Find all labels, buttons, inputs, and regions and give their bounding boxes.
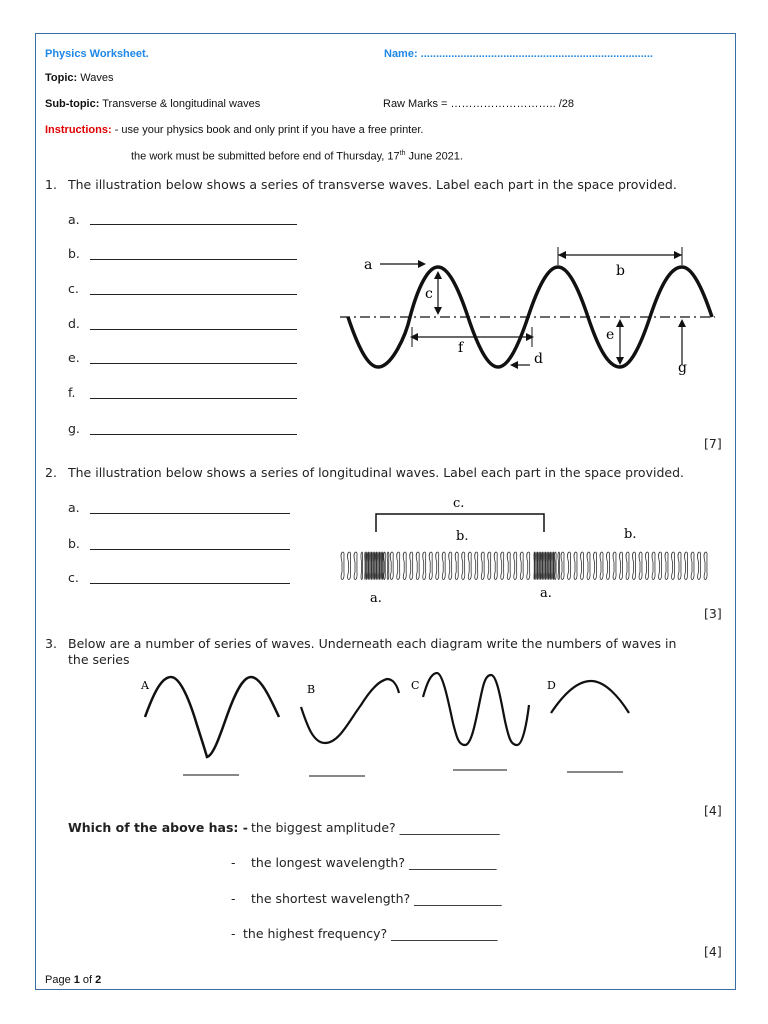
q3-bullet-4: - [231, 926, 236, 941]
spring-coil [536, 552, 537, 579]
q1-answer-line-b[interactable] [90, 247, 297, 260]
spring-coil [403, 552, 406, 579]
q2-marks: [3] [704, 606, 722, 621]
q1-answer-line-c[interactable] [90, 282, 297, 295]
question-3-text-1: Below are a number of series of waves. Underneath each diagram write the numbers of waves in [68, 636, 677, 651]
arrowhead-f-right [526, 333, 534, 341]
spring-coil [659, 552, 662, 579]
q1-item-label: c. [68, 281, 79, 296]
spring-coil [416, 552, 419, 579]
q3-question-2: the longest wavelength? ______________ [251, 855, 497, 870]
diagram-label-f: f [458, 340, 464, 356]
q1-answer-line-a[interactable] [90, 212, 297, 225]
question-3-text-2: the series [68, 652, 130, 667]
page-current: 1 [73, 974, 80, 986]
spring-coil [378, 552, 379, 579]
arrowhead-e-top [616, 319, 624, 327]
spring-coil [520, 552, 523, 579]
spring-coil [436, 552, 439, 579]
deadline-superscript: th [399, 150, 406, 157]
spring-coil [620, 552, 623, 579]
diagram-label-a-1: a. [370, 591, 382, 606]
spring-coil [368, 552, 369, 579]
spring-coil [685, 552, 688, 579]
diagram-label-c: c [425, 286, 433, 302]
spring-coil [552, 552, 553, 579]
spring-coil [348, 552, 351, 579]
subtopic-line [45, 98, 260, 110]
q1-answer-line-d[interactable] [90, 317, 297, 330]
diagram-label-D: D [547, 679, 556, 692]
spring-coil [542, 552, 543, 579]
wave-D [551, 681, 629, 713]
spring-coil [545, 552, 546, 579]
spring-coil [462, 552, 465, 579]
longitudinal-wave-diagram [338, 492, 713, 607]
instructions-text-1: - use your physics book and only print if you have a free printer. [114, 124, 424, 136]
diagram-label-a: a [364, 257, 373, 273]
spring-coil [507, 552, 510, 579]
arrowhead-b-right [674, 251, 682, 259]
spring-coil [373, 552, 374, 579]
spring-coil [540, 552, 541, 579]
name-field: Name: ............................................................................ [384, 48, 653, 60]
spring-coils [341, 552, 707, 579]
q2-answer-line-b[interactable] [90, 537, 290, 550]
q2-answer-line-a[interactable] [90, 501, 290, 514]
spring-coil [672, 552, 675, 579]
spring-coil [544, 552, 545, 579]
arrowhead-b-left [558, 251, 566, 259]
diagram-label-a-2: a. [540, 586, 552, 601]
arrowhead-g [678, 319, 686, 327]
spring-coil [387, 552, 389, 579]
diagram-label-d: d [534, 351, 543, 367]
q1-answer-e [68, 350, 80, 365]
spring-coil [366, 552, 367, 579]
spring-coil [607, 552, 610, 579]
spring-coil [704, 552, 707, 579]
q1-answer-g [68, 421, 80, 436]
q2-answer-a [68, 500, 80, 515]
spring-coil [371, 552, 372, 579]
spring-coil [370, 552, 371, 579]
deadline-text-end: June 2021. [405, 150, 463, 163]
page-prefix: Page [45, 974, 74, 986]
q1-answer-b [68, 246, 80, 261]
spring-coil [488, 552, 491, 579]
q1-answer-line-g[interactable] [90, 422, 297, 435]
spring-coil [646, 552, 649, 579]
arrowhead-d [510, 361, 518, 369]
wave-C [423, 673, 529, 745]
topic-value: Waves [80, 72, 114, 84]
q2-item-label: b. [68, 536, 80, 551]
spring-coil [539, 552, 540, 579]
q1-marks: [7] [704, 436, 722, 451]
spring-coil [374, 552, 375, 579]
spring-coil [652, 552, 655, 579]
spring-coil [698, 552, 701, 579]
spring-coil [558, 552, 560, 579]
q1-item-label: d. [68, 316, 80, 331]
spring-coil [341, 552, 344, 579]
question-3-number: 3. [45, 636, 57, 651]
spring-coil [475, 552, 478, 579]
spring-coil [587, 552, 590, 579]
arrowhead-c-top [434, 271, 442, 279]
q3-question-4: the highest frequency? _________________ [243, 926, 498, 941]
spring-coil [379, 552, 380, 579]
q3-marks-1: [4] [704, 803, 722, 818]
q3-question-1: the biggest amplitude? ________________ [251, 820, 500, 835]
arrowhead-c-bottom [434, 307, 442, 315]
spring-coil [354, 552, 357, 579]
diagram-label-C: C [411, 679, 420, 692]
subtopic-label: Sub-topic: [45, 98, 100, 110]
q3-bullet-2: - [231, 855, 236, 870]
spring-coil [633, 552, 636, 579]
q3-marks-2: [4] [704, 944, 722, 959]
q1-answer-c [68, 281, 79, 296]
spring-coil [494, 552, 497, 579]
spring-coil [561, 552, 564, 579]
which-label: Which of the above has: - [68, 820, 248, 835]
worksheet-title: Physics Worksheet. [45, 48, 149, 60]
spring-coil [361, 552, 363, 579]
q2-item-label: c. [68, 570, 79, 585]
spring-coil [626, 552, 629, 579]
topic-label: Topic: [45, 72, 78, 84]
instructions-label: Instructions: [45, 124, 112, 136]
spring-coil [410, 552, 413, 579]
spring-coil [455, 552, 458, 579]
q1-item-label: g. [68, 421, 80, 436]
wave-B [301, 679, 399, 743]
wave-A [145, 677, 279, 757]
instructions-line-1 [45, 124, 423, 136]
q1-item-label: f. [68, 385, 76, 400]
question-2-number: 2. [45, 465, 57, 480]
spring-coil [481, 552, 484, 579]
spring-coil [501, 552, 504, 579]
q1-answer-a [68, 212, 80, 227]
arrowhead-e-bottom [616, 357, 624, 365]
diagram-label-e: e [606, 327, 615, 343]
spring-coil [429, 552, 432, 579]
arrowhead-f-left [410, 333, 418, 341]
spring-coil [639, 552, 642, 579]
spring-coil [594, 552, 597, 579]
subtopic-value: Transverse & longitudinal waves [102, 98, 261, 110]
q3-bullet-3: - [231, 891, 236, 906]
spring-coil [613, 552, 616, 579]
diagram-label-A: A [141, 679, 149, 692]
q2-answer-b [68, 536, 80, 551]
spring-coil [468, 552, 471, 579]
spring-coil [555, 552, 557, 579]
topic-line [45, 72, 113, 84]
spring-coil [547, 552, 548, 579]
spring-coil [376, 552, 377, 579]
spring-coil [514, 552, 517, 579]
spring-coil [691, 552, 694, 579]
q1-item-label: e. [68, 350, 80, 365]
arrowhead-a [418, 260, 426, 268]
question-1-number: 1. [45, 177, 57, 192]
instructions-line-2 [131, 150, 463, 163]
q1-answer-line-f[interactable] [90, 386, 297, 399]
question-1-text: The illustration below shows a series of transverse waves. Label each part in the space provided. [68, 177, 677, 192]
q3-question-3: the shortest wavelength? ______________ [251, 891, 502, 906]
spring-coil [423, 552, 426, 579]
spring-coil [382, 552, 383, 579]
spring-coil [384, 552, 386, 579]
spring-coil [527, 552, 530, 579]
spring-coil [568, 552, 571, 579]
page-of: of [79, 974, 96, 986]
raw-marks: Raw Marks = ……………………….. /28 [383, 98, 575, 110]
diagram-label-c: c. [453, 496, 465, 511]
q1-answer-line-e[interactable] [90, 351, 297, 364]
diagram-label-B: B [307, 683, 316, 696]
q1-item-label: b. [68, 246, 80, 261]
deadline-text: the work must be submitted before end of Thursday, 17 [131, 150, 400, 163]
wave-series-diagrams [135, 665, 645, 785]
page-number [45, 974, 101, 986]
diagram-label-g: g [678, 360, 687, 376]
spring-coil [548, 552, 549, 579]
diagram-label-b-2: b. [624, 527, 637, 542]
spring-coil [381, 552, 382, 579]
spring-coil [390, 552, 393, 579]
spring-coil [534, 552, 535, 579]
q2-answer-line-c[interactable] [90, 571, 290, 584]
spring-coil [600, 552, 603, 579]
q2-item-label: a. [68, 500, 80, 515]
q2-answer-c [68, 570, 79, 585]
spring-coil [365, 552, 366, 579]
spring-coil [537, 552, 538, 579]
diagram-label-b-1: b. [456, 529, 469, 544]
spring-coil [449, 552, 452, 579]
q1-answer-f [68, 385, 75, 400]
spring-coil [665, 552, 668, 579]
spring-coil [550, 552, 551, 579]
transverse-wave-diagram [330, 235, 720, 380]
q1-answer-d [68, 316, 80, 331]
spring-coil [397, 552, 400, 579]
spring-coil [581, 552, 584, 579]
diagram-label-b: b [616, 263, 625, 279]
q1-item-label: a. [68, 212, 80, 227]
spring-coil [574, 552, 577, 579]
spring-coil [442, 552, 445, 579]
spring-coil [678, 552, 681, 579]
page-total: 2 [95, 974, 102, 986]
spring-coil [553, 552, 554, 579]
question-2-text: The illustration below shows a series of longitudinal waves. Label each part in the space provided. [68, 465, 684, 480]
